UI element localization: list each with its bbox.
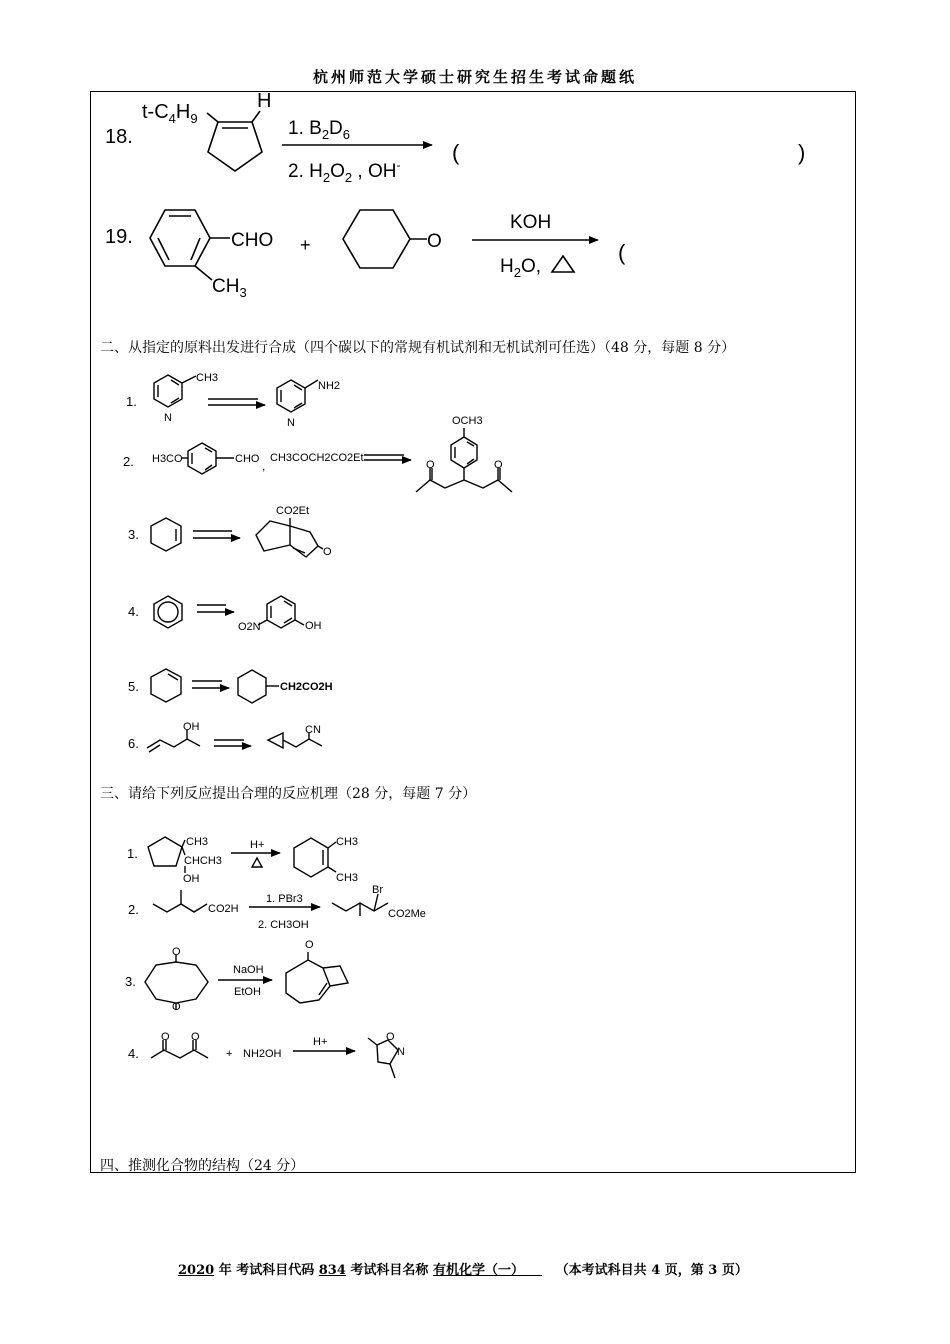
s3-4-o3: O: [386, 1031, 395, 1043]
s2-1-n: N: [164, 412, 172, 424]
q18-step1: 1. B: [288, 118, 322, 139]
s3-4-number: 4.: [128, 1046, 139, 1061]
s3-3-o1: O: [172, 946, 181, 958]
s2-3-number: 3.: [128, 527, 139, 542]
heat-triangle-icon: [552, 256, 574, 272]
s3-1-ch3: CH3: [186, 836, 209, 848]
s2-4-oh: OH: [305, 620, 322, 632]
s2-item-2: [123, 415, 512, 492]
q18-number: 18.: [105, 126, 133, 148]
q19-plus: +: [300, 235, 311, 255]
s3-4-o2: O: [191, 1031, 200, 1043]
s3-item-4: [128, 1031, 405, 1078]
s3-1-reagent: H+: [250, 839, 265, 851]
s2-1-nh2: NH2: [318, 380, 341, 392]
s2-6-oh: OH: [183, 721, 200, 733]
s3-item-1: [127, 836, 358, 885]
page-header-title: 杭州师范大学硕士研究生招生考试命题纸: [312, 68, 637, 86]
question-18: [105, 90, 805, 185]
s2-2-number: 2.: [123, 454, 134, 469]
s3-2-number: 2.: [128, 902, 139, 917]
s3-3-number: 3.: [125, 974, 136, 989]
s2-item-4: [128, 596, 322, 633]
svg-text:t-C4H9: [142, 101, 198, 126]
s3-item-2: [128, 884, 426, 931]
s3-2-reagent-bottom: 2. CH3OH: [258, 919, 309, 931]
s3-1-prod-ch3b: CH3: [336, 872, 359, 884]
q18-step2: 2. H: [288, 161, 323, 182]
s3-1-number: 1.: [127, 846, 138, 861]
s3-4-n: N: [397, 1046, 405, 1058]
s2-3-co2et: CO2Et: [276, 505, 310, 517]
q18-cyclopentene: [208, 122, 262, 171]
s2-6-cn: CN: [305, 724, 321, 736]
s3-4-plus: +: [226, 1048, 233, 1060]
s2-6-number: 6.: [128, 736, 139, 751]
s3-item-3: [125, 939, 348, 1013]
s3-2-reagent-top: 1. PBr3: [266, 893, 303, 905]
q18-sub4: 4: [168, 111, 176, 126]
s2-2-o1: O: [426, 459, 435, 471]
q19-cho: CHO: [231, 230, 274, 251]
s3-3-o3: O: [305, 939, 314, 951]
section-4-title: 四、推测化合物的结构（24 分）: [100, 1158, 305, 1174]
svg-text:2. H2O2 , OH-: 2. $H_2O_2$ , OH-: [288, 158, 401, 185]
q18-answer-close: ): [798, 140, 806, 165]
s3-3-reagent-bottom: EtOH: [234, 986, 261, 998]
q18-tbutyl: t-C: [142, 101, 169, 123]
section-3-title: 三、请给下列反应提出合理的反应机理（28 分，每题 7 分）: [100, 786, 477, 802]
s3-3-reagent-top: NaOH: [233, 964, 264, 976]
heat-triangle-icon: [252, 858, 262, 867]
q19-reagent-top: KOH: [510, 212, 552, 233]
s2-1-n2: N: [287, 417, 295, 429]
footer-name-label: 考试科目名称: [345, 1263, 433, 1278]
s2-2-cho: CHO: [235, 453, 260, 465]
svg-text:CH3: $CH_3$: [212, 276, 247, 300]
s2-item-3: [128, 505, 332, 558]
s2-3-o: O: [323, 546, 332, 558]
s2-2-comma: ,: [262, 459, 266, 473]
s2-item-1: [126, 372, 340, 429]
s3-1-prod-ch3a: CH3: [336, 836, 359, 848]
q18-sub9: 9: [190, 111, 198, 126]
q19-cyclohexanone: [343, 210, 410, 268]
s3-4-o1: O: [161, 1031, 170, 1043]
page-footer: [178, 1259, 748, 1278]
q19-answer-open: (: [618, 240, 626, 265]
s2-1-ch3: CH3: [196, 372, 219, 384]
s3-2-co2me: CO2Me: [388, 908, 426, 920]
question-19: [105, 210, 626, 300]
footer-year: 2020: [178, 1263, 215, 1278]
footer-code: 834: [318, 1263, 346, 1278]
q19-reagent-bottom: H: [500, 256, 514, 277]
footer-pages: （本考试科目共 4 页，第 3 页）: [555, 1263, 748, 1278]
q19-number: 19.: [105, 226, 133, 248]
s3-3-o2: O: [172, 1001, 181, 1013]
s2-5-number: 5.: [128, 679, 139, 694]
s2-2-reagent: CH3COCH2CO2Et: [270, 452, 364, 464]
q18-h: H: [175, 101, 191, 123]
s2-2-och3: OCH3: [452, 415, 483, 427]
s2-1-number: 1.: [126, 394, 137, 409]
s3-1-chch3: CHCH3: [184, 855, 222, 867]
s2-5-side-chain: CH2CO2H: [280, 681, 333, 693]
s2-2-o2: O: [494, 459, 503, 471]
s3-2-co2h: CO2H: [208, 903, 239, 915]
s2-4-o2n: O2N: [238, 621, 261, 633]
s2-2-h3co: H3CO: [152, 453, 183, 465]
footer-subject: 有机化学（一）: [432, 1263, 524, 1278]
s3-1-oh: OH: [183, 873, 200, 885]
q19-ch3: CH: [212, 276, 240, 297]
q18-h-label: H: [257, 90, 272, 112]
q19-o: O: [427, 231, 442, 252]
s2-item-5: [128, 669, 333, 703]
q19-benzene: [150, 210, 210, 266]
svg-text:1. B2D6: 1. $B_2D_6$: [288, 118, 351, 142]
q18-answer-open: (: [452, 140, 460, 165]
s2-item-6: [128, 721, 322, 752]
s3-4-nh2oh: NH2OH: [243, 1048, 282, 1060]
section-2-title: 二、从指定的原料出发进行合成（四个碳以下的常规有机试剂和无机试剂可任选）（48 分，每题 8 分）: [100, 340, 736, 356]
s3-2-br: Br: [372, 884, 383, 896]
s2-4-number: 4.: [128, 604, 139, 619]
s3-4-reagent: H+: [313, 1036, 328, 1048]
svg-text:H2O,: $H_2O$,: [500, 256, 542, 280]
footer-year-label: 年 考试科目代码: [214, 1263, 319, 1278]
